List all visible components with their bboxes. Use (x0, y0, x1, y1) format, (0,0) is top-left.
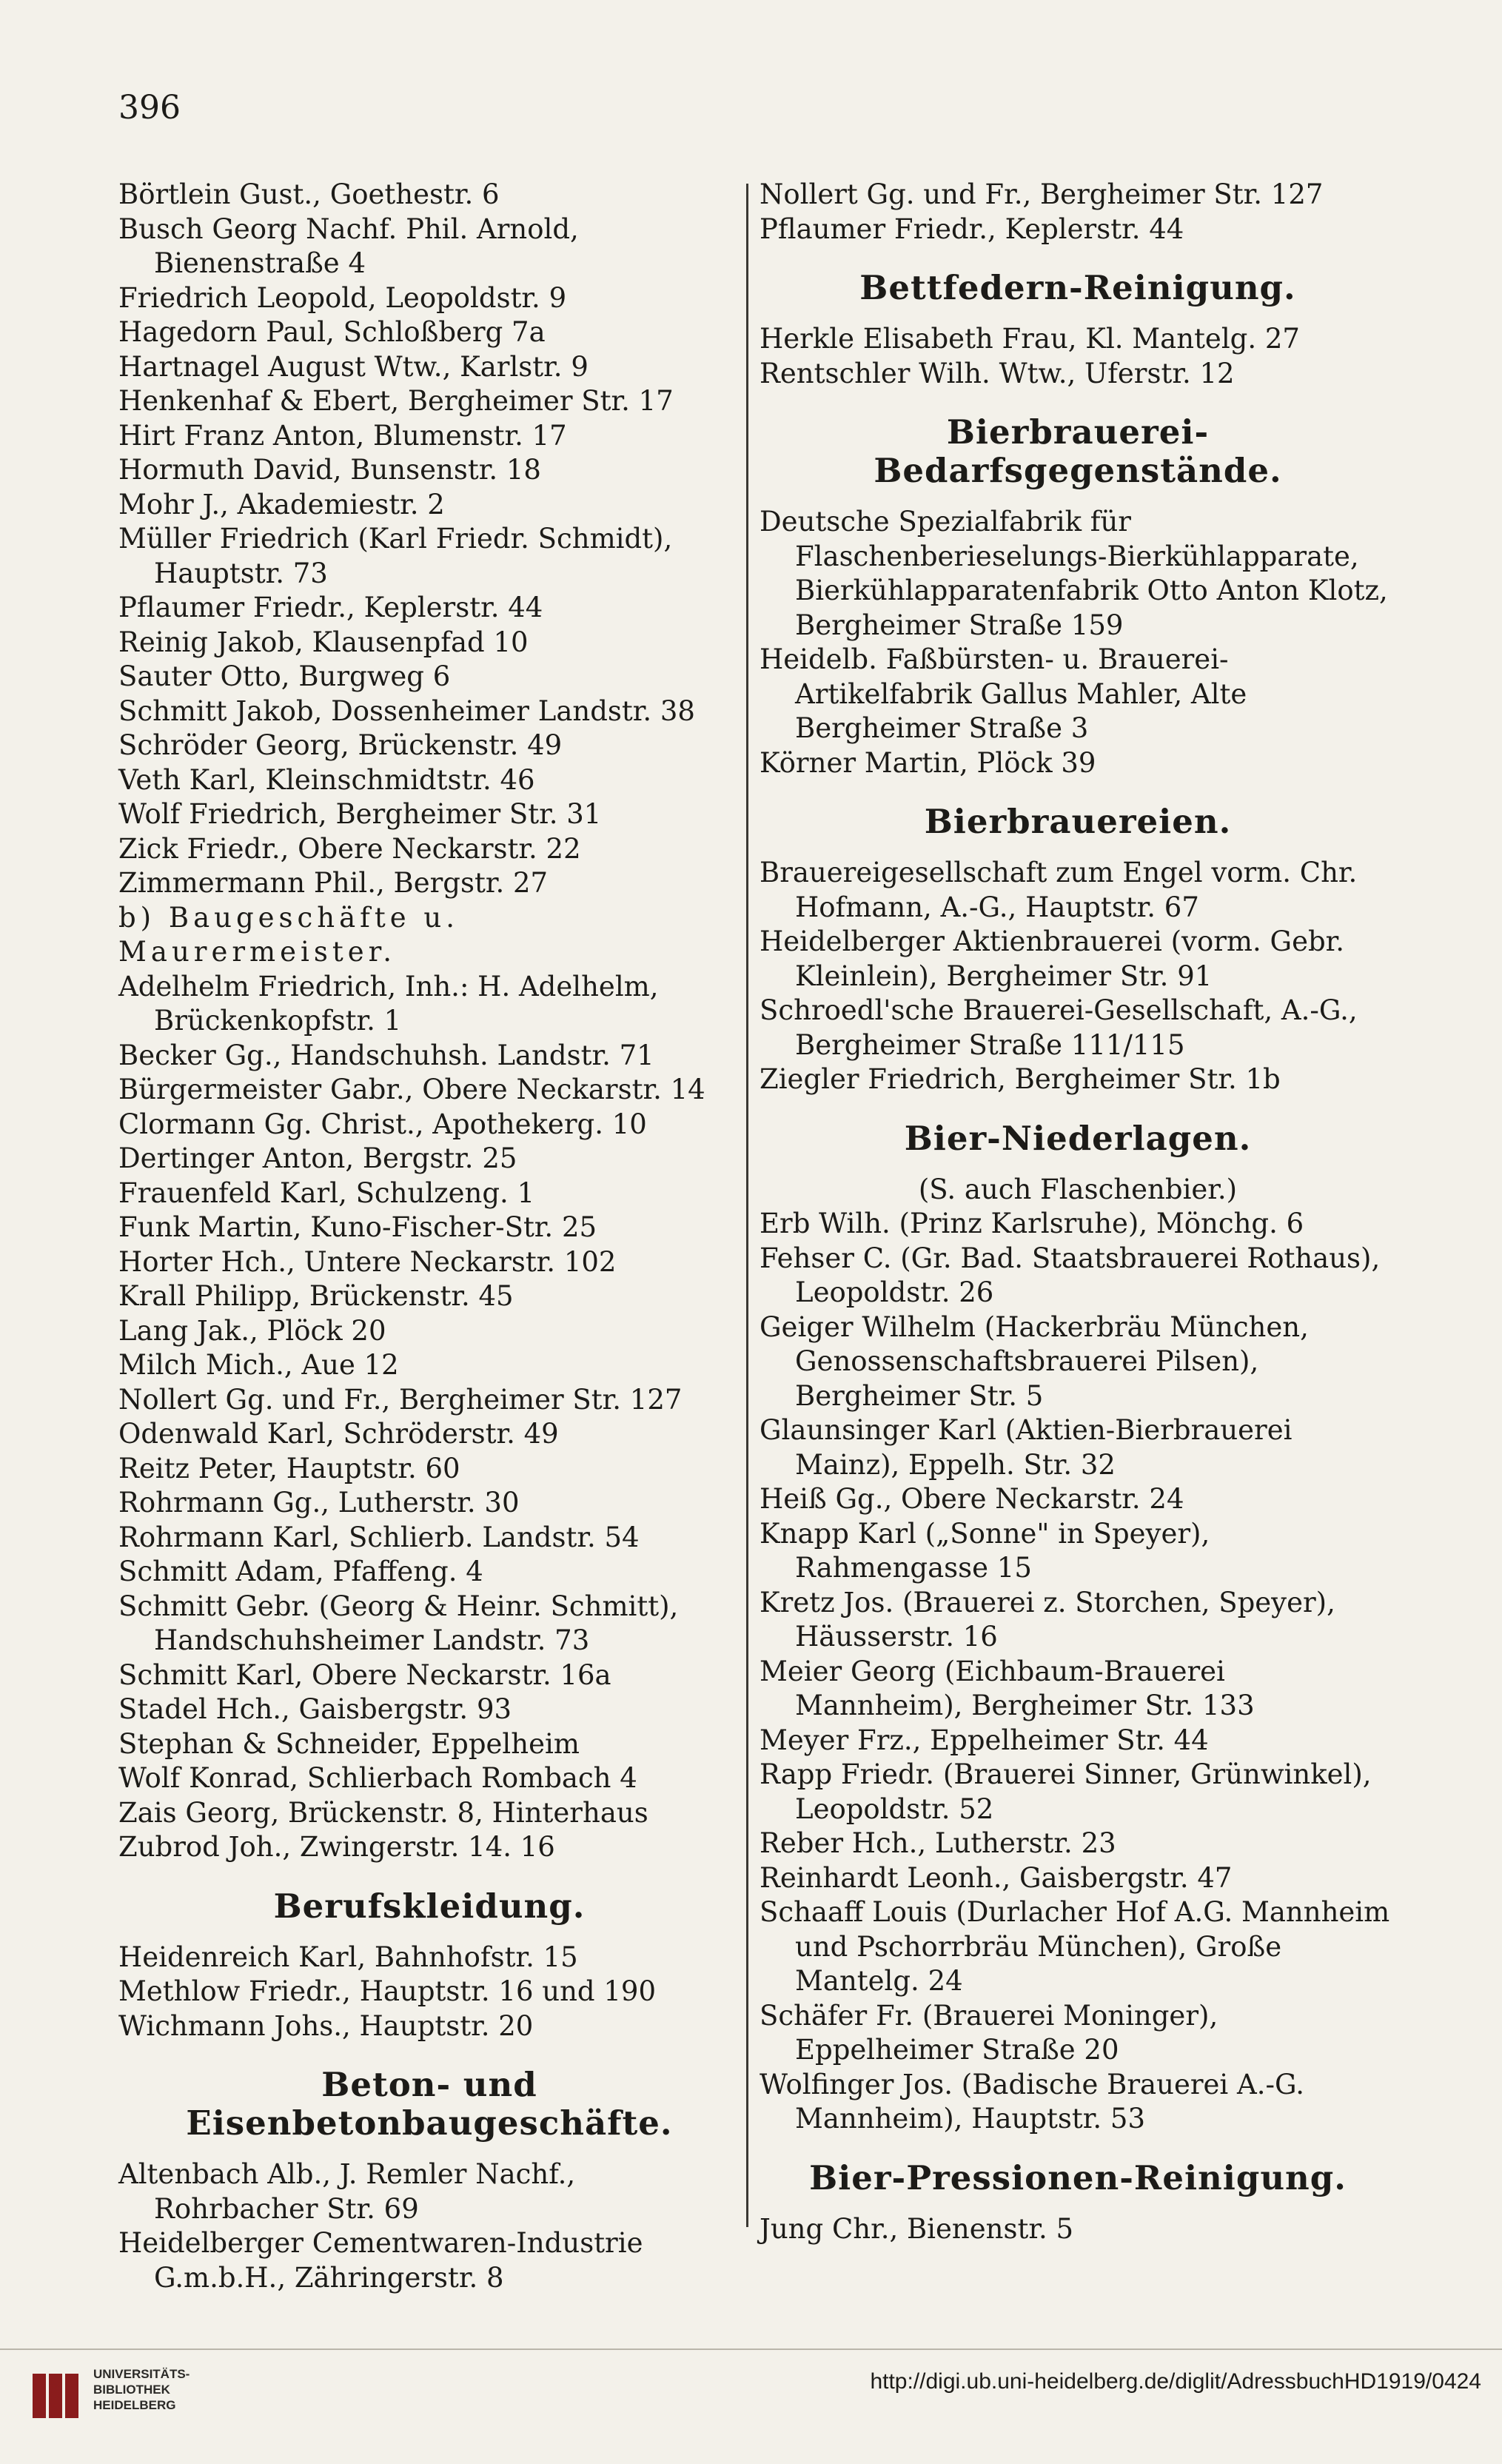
directory-entry: Rohrmann Gg., Lutherstr. 30 (118, 1487, 520, 1519)
directory-entry: Meier Georg (Eichbaum-Brauerei Mannheim), Bergheimer Str. 133 (760, 1655, 1255, 1721)
directory-entry: Milch Mich., Aue 12 (118, 1349, 399, 1381)
directory-entry: Wolfinger Jos. (Badische Brauerei A.-G. Mannheim), Hauptstr. 53 (760, 2068, 1305, 2135)
directory-entry: Meyer Frz., Eppelheimer Str. 44 (760, 1724, 1209, 1756)
directory-entry: Schroedl'sche Brauerei-Gesellschaft, A.-G., Bergheimer Straße 111/115 (760, 994, 1358, 1061)
directory-entry: Schröder Georg, Brückenstr. 49 (118, 729, 563, 761)
directory-entry: Jung Chr., Bienenstr. 5 (760, 2212, 1074, 2245)
library-logo-text (93, 2366, 190, 2413)
directory-entry: Müller Friedrich (Karl Friedr. Schmidt), Hauptstr. 73 (118, 523, 673, 589)
left-column (118, 178, 740, 2295)
directory-entry: Glaunsinger Karl (Aktien-Bierbrauerei Mainz), Eppelh. Str. 32 (760, 1414, 1293, 1481)
directory-entry: Wolf Konrad, Schlierbach Rombach 4 (118, 1762, 637, 1794)
directory-entry: Reitz Peter, Hauptstr. 60 (118, 1452, 460, 1484)
directory-entry: Mohr J., Akademiestr. 2 (118, 488, 445, 520)
directory-entry: Geiger Wilhelm (Hackerbräu München, Genossenschaftsbrauerei Pilsen), Bergheimer Str. 5 (760, 1310, 1309, 1412)
section-note: (S. auch Flaschenbier.) (918, 1173, 1238, 1205)
directory-entry: Schmitt Karl, Obere Neckarstr. 16a (118, 1658, 611, 1691)
directory-entry: Altenbach Alb., J. Remler Nachf., Rohrbacher Str. 69 (118, 2158, 576, 2225)
directory-entry: Schmitt Jakob, Dossenheimer Landstr. 38 (118, 694, 695, 727)
directory-entry: Lang Jak., Plöck 20 (118, 1314, 386, 1347)
directory-entry: Nollert Gg. und Fr., Bergheimer Str. 127 (760, 178, 1324, 210)
right-column (760, 178, 1396, 2246)
directory-entry: Pflaumer Friedr., Keplerstr. 44 (760, 212, 1184, 245)
directory-entry: Heidelb. Faßbürsten- u. Brauerei-Artikelfabrik Gallus Mahler, Alte Bergheimer Straße 3 (760, 643, 1247, 744)
directory-entry: Reber Hch., Lutherstr. 23 (760, 1827, 1116, 1859)
directory-entry: Sauter Otto, Burgweg 6 (118, 660, 451, 692)
directory-entry: Stadel Hch., Gaisbergstr. 93 (118, 1693, 512, 1725)
directory-entry: Ziegler Friedrich, Bergheimer Str. 1b (760, 1063, 1281, 1095)
directory-entry: Becker Gg., Handschuhsh. Landstr. 71 (118, 1039, 654, 1071)
directory-entry: Knapp Karl („Sonne" in Speyer), Rahmengasse 15 (760, 1517, 1210, 1584)
logo-line-2: BIBLIOTHEK (93, 2383, 170, 2397)
directory-entry: Deutsche Spezialfabrik für Flaschenberieselungs-Bierkühlapparate, Bierkühlapparatenfabrik Otto Anton Klotz, Bergheimer Straße 159 (760, 506, 1388, 641)
section-heading: Bier-Pressionen-Reinigung. (809, 2157, 1347, 2197)
footer-divider (0, 2348, 1502, 2350)
directory-entry: Schäfer Fr. (Brauerei Moninger), Eppelheimer Straße 20 (760, 1999, 1218, 2066)
directory-entry: Heidelberger Aktienbrauerei (vorm. Gebr. Kleinlein), Bergheimer Str. 91 (760, 925, 1345, 992)
directory-entry: Clormann Gg. Christ., Apothekerg. 10 (118, 1108, 647, 1140)
directory-entry: Rapp Friedr. (Brauerei Sinner, Grünwinkel), Leopoldstr. 52 (760, 1758, 1372, 1825)
directory-entry: Henkenhaf & Ebert, Bergheimer Str. 17 (118, 385, 674, 417)
section-heading: Bier-Niederlagen. (904, 1118, 1252, 1158)
directory-entry: Heidelberger Cementwaren-Industrie G.m.b.H., Zähringerstr. 8 (118, 2227, 643, 2294)
directory-entry: Friedrich Leopold, Leopoldstr. 9 (118, 281, 567, 314)
directory-entry: Brauereigesellschaft zum Engel vorm. Chr. Hofmann, A.-G., Hauptstr. 67 (760, 857, 1358, 923)
directory-entry: Reinig Jakob, Klausenpfad 10 (118, 626, 529, 658)
section-heading: Berufskleidung. (273, 1886, 586, 1926)
directory-entry: Pflaumer Friedr., Keplerstr. 44 (118, 592, 543, 623)
directory-entry: Zick Friedr., Obere Neckarstr. 22 (118, 832, 581, 865)
directory-entry: Fehser C. (Gr. Bad. Staatsbrauerei Rothaus), Leopoldstr. 26 (760, 1242, 1381, 1308)
directory-entry: Heiß Gg., Obere Neckarstr. 24 (760, 1483, 1184, 1515)
logo-line-3: HEIDELBERG (93, 2398, 176, 2412)
directory-entry: Börtlein Gust., Goethestr. 6 (118, 178, 500, 210)
directory-entry: Krall Philipp, Brückenstr. 45 (118, 1280, 514, 1312)
directory-entry: Körner Martin, Plöck 39 (760, 746, 1096, 779)
section-heading: Beton- und Eisenbetonbaugeschäfte. (186, 2065, 673, 2143)
directory-entry: Hagedorn Paul, Schloßberg 7a (118, 316, 546, 348)
directory-entry: Zais Georg, Brückenstr. 8, Hinterhaus (118, 1796, 648, 1829)
directory-entry: Kretz Jos. (Brauerei z. Storchen, Speyer), Häusserstr. 16 (760, 1586, 1335, 1653)
source-url-link[interactable]: http://digi.ub.uni-heidelberg.de/diglit/AdressbuchHD1919/0424 (870, 2369, 1481, 2394)
logo-line-1: UNIVERSITÄTS- (93, 2367, 190, 2381)
directory-entry: Wichmann Johs., Hauptstr. 20 (118, 2009, 534, 2042)
directory-entry: Frauenfeld Karl, Schulzeng. 1 (118, 1176, 535, 1209)
directory-entry: Schmitt Gebr. (Georg & Heinr. Schmitt), Handschuhsheimer Landstr. 73 (118, 1590, 679, 1656)
directory-entry: Rentschler Wilh. Wtw., Uferstr. 12 (760, 357, 1235, 389)
directory-entry: Hirt Franz Anton, Blumenstr. 17 (118, 419, 567, 452)
directory-entry: Zubrod Joh., Zwingerstr. 14. 16 (118, 1831, 555, 1863)
page-number: 396 (118, 89, 181, 127)
directory-entry: Adelhelm Friedrich, Inh.: H. Adelhelm, Brückenkopfstr. 1 (118, 970, 659, 1037)
directory-entry: Veth Karl, Kleinschmidtstr. 46 (118, 763, 535, 796)
directory-entry: Wolf Friedrich, Bergheimer Str. 31 (118, 798, 602, 830)
directory-entry: Odenwald Karl, Schröderstr. 49 (118, 1418, 559, 1450)
section-heading: Bettfedern-Reinigung. (859, 268, 1296, 307)
directory-entry: Reinhardt Leonh., Gaisbergstr. 47 (760, 1861, 1233, 1894)
directory-entry: Schaaff Louis (Durlacher Hof A.G. Mannheim und Pschorrbräu München), Große Mantelg. 24 (760, 1896, 1390, 1997)
column-divider (746, 184, 748, 2227)
directory-entry: Schmitt Adam, Pfaffeng. 4 (118, 1556, 483, 1587)
directory-entry: Zimmermann Phil., Bergstr. 27 (118, 867, 549, 899)
section-heading: Bierbrauereien. (924, 802, 1232, 841)
directory-entry: Stephan & Schneider, Eppelheim (118, 1727, 580, 1760)
directory-entry: Funk Martin, Kuno-Fischer-Str. 25 (118, 1211, 597, 1243)
directory-entry: Rohrmann Karl, Schlierb. Landstr. 54 (118, 1521, 640, 1553)
directory-entry: Bürgermeister Gabr., Obere Neckarstr. 14 (118, 1074, 705, 1105)
directory-entry: Nollert Gg. und Fr., Bergheimer Str. 127 (118, 1383, 683, 1416)
section-heading: Bierbrauerei-Bedarfsgegenstände. (874, 412, 1282, 490)
directory-entry: Methlow Friedr., Hauptstr. 16 und 190 (118, 1975, 656, 2007)
directory-entry: Horter Hch., Untere Neckarstr. 102 (118, 1245, 617, 1278)
directory-entry: Herkle Elisabeth Frau, Kl. Mantelg. 27 (760, 323, 1300, 355)
directory-entry: Heidenreich Karl, Bahnhofstr. 15 (118, 1941, 578, 1973)
section-subheading: b) Baugeschäfte u. Maurermeister. (118, 901, 459, 968)
directory-entry: Busch Georg Nachf. Phil. Arnold, Bienenstraße 4 (118, 212, 579, 279)
directory-entry: Dertinger Anton, Bergstr. 25 (118, 1142, 517, 1174)
directory-entry: Erb Wilh. (Prinz Karlsruhe), Mönchg. 6 (760, 1208, 1304, 1239)
library-seal-icon (30, 2366, 89, 2426)
directory-entry: Hormuth David, Bunsenstr. 18 (118, 454, 541, 486)
directory-entry: Hartnagel August Wtw., Karlstr. 9 (118, 350, 589, 383)
